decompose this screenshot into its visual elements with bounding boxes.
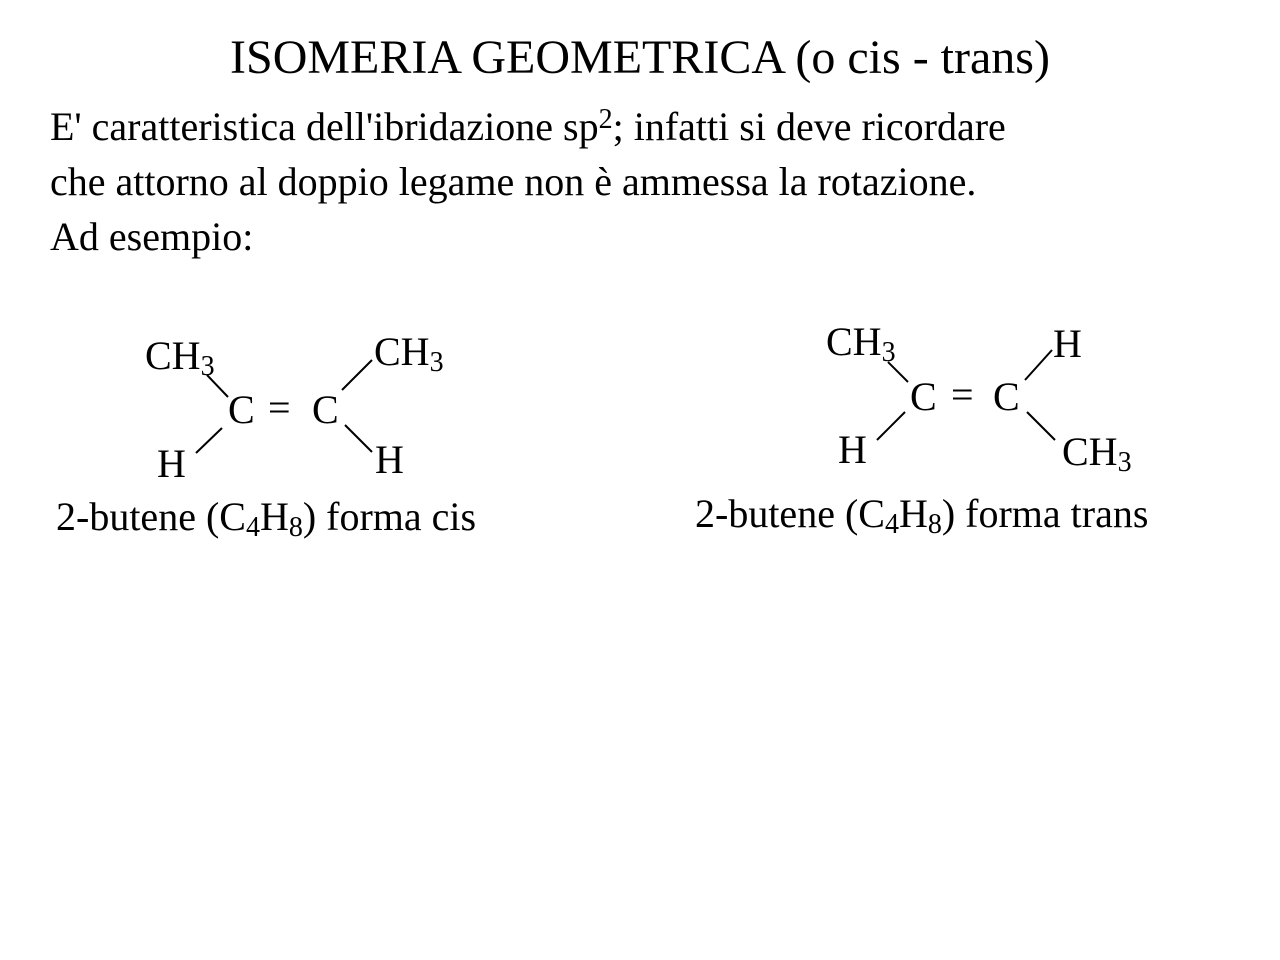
trans-caption — [695, 490, 1148, 543]
cis-top-right-subscript: 3 — [429, 347, 444, 378]
trans-caption-prefix: 2-butene (C — [695, 491, 885, 536]
trans-bond-bottom-left — [877, 412, 905, 440]
trans-bottom-left-atom: H — [838, 427, 867, 472]
trans-double-bond: = — [951, 372, 974, 417]
intro-line-1-rest: ; infatti si deve ricordare — [612, 104, 1006, 149]
trans-caption-suffix: ) forma trans — [941, 491, 1149, 536]
trans-bottom-right-atom: CH — [1062, 429, 1118, 474]
cis-caption-h: H — [259, 494, 289, 539]
cis-caption-sub-4: 4 — [245, 512, 260, 543]
trans-top-right-atom: H — [1053, 321, 1082, 366]
cis-double-bond: = — [268, 385, 291, 430]
trans-top-left-group — [826, 320, 896, 369]
cis-top-right-atom: CH — [374, 329, 430, 374]
trans-bond-bottom-right — [1027, 412, 1055, 440]
trans-bottom-right-group — [1062, 430, 1132, 479]
cis-top-left-subscript: 3 — [200, 351, 215, 382]
trans-bottom-right-subscript: 3 — [1117, 447, 1132, 478]
cis-bottom-right-atom: H — [375, 437, 404, 482]
trans-caption-h: H — [898, 491, 928, 536]
intro-line-2: che attorno al doppio legame non è ammessa la rotazione. — [50, 159, 977, 204]
page-title: ISOMERIA GEOMETRICA (o cis - trans) — [230, 31, 1050, 84]
intro-line-1-text: E' caratteristica dell'ibridazione sp — [50, 104, 599, 149]
trans-carbon-left: C — [910, 374, 937, 419]
cis-top-left-atom: CH — [145, 333, 201, 378]
cis-caption-sub-8: 8 — [288, 512, 303, 543]
trans-top-left-atom: CH — [826, 319, 882, 364]
cis-caption-prefix: 2-butene (C — [56, 494, 246, 539]
superscript-2: 2 — [598, 104, 613, 135]
cis-carbon-right: C — [312, 387, 339, 432]
trans-carbon-right: C — [993, 374, 1020, 419]
cis-caption-suffix: ) forma cis — [302, 494, 477, 539]
trans-bond-top-right — [1025, 350, 1052, 380]
trans-top-left-subscript: 3 — [881, 337, 896, 368]
trans-caption-sub-4: 4 — [884, 509, 899, 540]
cis-carbon-left: C — [228, 387, 255, 432]
intro-line-3: Ad esempio: — [50, 214, 254, 259]
trans-caption-sub-8: 8 — [927, 509, 942, 540]
cis-bottom-left-atom: H — [157, 441, 186, 486]
